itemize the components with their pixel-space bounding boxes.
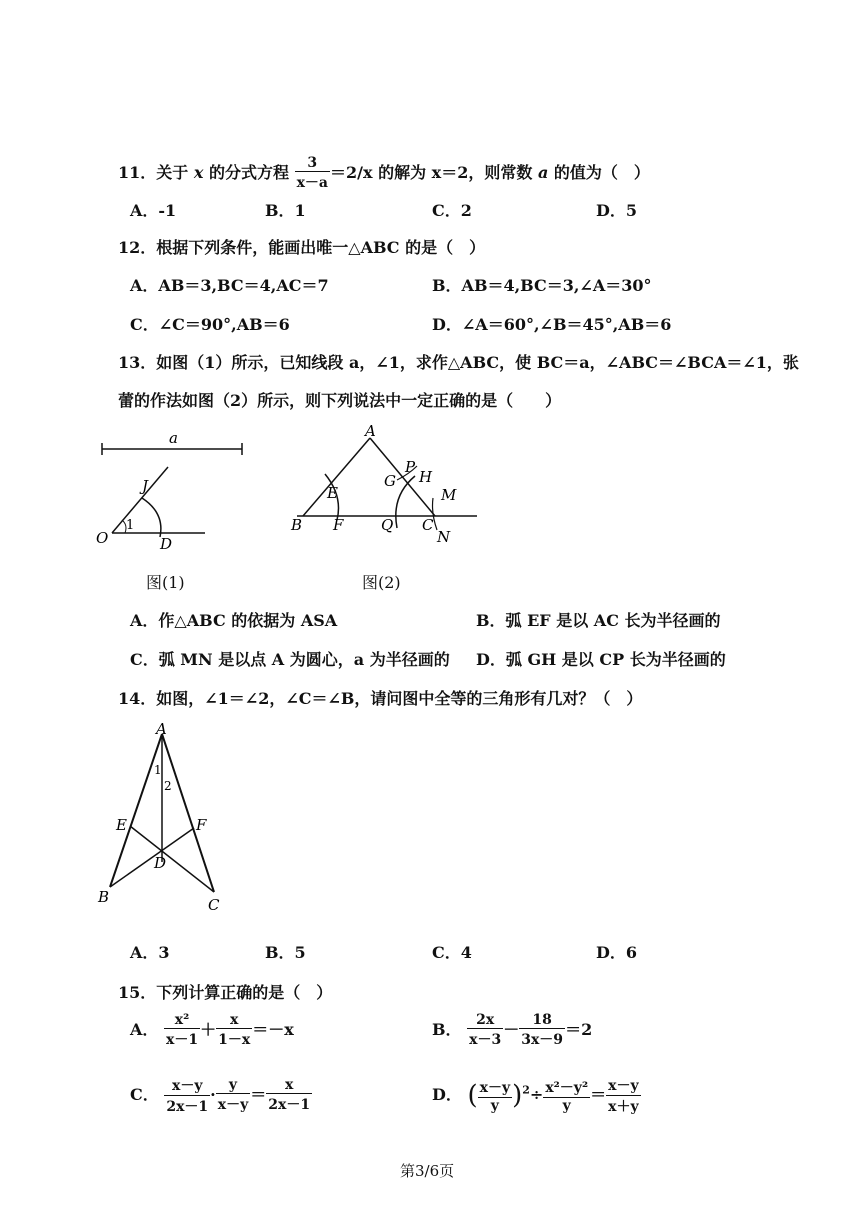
fig2-label-a: A: [365, 422, 376, 440]
q14-option-c: C．4: [432, 943, 472, 962]
fig2-label-c: C: [422, 516, 434, 534]
q14-option-a: A．3: [130, 943, 170, 962]
fig2-label-b: B: [291, 516, 303, 534]
q12-option-a: A．AB＝3,BC＝4,AC＝7: [130, 276, 329, 295]
q15-option-d: D． ( $\frac{x-y}{y}$ )$^2$÷ $\frac{\text{x²－y²}}{y}$ ＝ $\frac{x-y}{x+y}$: [432, 1078, 639, 1115]
q15-option-a: A． $\frac{\text{x²}}{x-1}$ ＋ $\frac{x}{1-x}$ ＝－x: [130, 1012, 294, 1048]
q13-option-d: D．弧 GH 是以 CP 长为半径画的: [476, 650, 726, 669]
q13-figure-2: [285, 418, 485, 548]
q11-option-c: C．2: [432, 201, 472, 220]
fig2-label-q: Q: [381, 516, 394, 534]
fig14-label-c: C: [208, 896, 220, 914]
fig2-label-e: E: [327, 484, 338, 502]
q11-option-b: B．1: [265, 201, 306, 220]
q14-stem: 14．如图，∠1＝∠2，∠C＝∠B，请问图中全等的三角形有几对？（ ）: [118, 689, 643, 708]
q11-option-a: A．-1: [130, 201, 177, 220]
fig2-label-g: G: [384, 472, 396, 490]
q13-option-b: B．弧 EF 是以 AC 长为半径画的: [476, 611, 721, 630]
fig14-label-e: E: [116, 816, 127, 834]
q12-stem: 12．根据下列条件，能画出唯一△ABC 的是（ ）: [118, 238, 486, 257]
q13-stem-line2: 蕾的作法如图（2）所示，则下列说法中一定正确的是（ ）: [118, 391, 562, 410]
fig2-label-n: N: [437, 528, 451, 546]
q12-option-d: D．∠A＝60°,∠B＝45°,AB＝6: [432, 315, 672, 334]
q14-option-b: B．5: [265, 943, 306, 962]
fig1-label-d: D: [160, 535, 173, 553]
q14-option-d: D．6: [596, 943, 638, 962]
q14-figure: [92, 722, 232, 917]
q15-option-b: B． $\frac{2x}{x-3}$ － $\frac{18}{3x-9}$ ＝2: [432, 1012, 593, 1048]
fig1-label-o: O: [96, 529, 109, 547]
fig1-label-1: 1: [126, 518, 135, 533]
q12-option-c: C．∠C＝90°,AB＝6: [130, 315, 290, 334]
fig14-label-a: A: [156, 722, 167, 738]
q13-figure-1: [90, 425, 250, 555]
q13-fig1-caption: 图(1): [146, 573, 185, 592]
fig2-label-p: P: [405, 458, 416, 476]
q13-option-c: C．弧 MN 是以点 A 为圆心，a 为半径画的: [130, 650, 450, 669]
fig14-label-d: D: [154, 854, 167, 872]
page-number: 第3/6页: [400, 1162, 455, 1180]
q11-stem: 11．关于 x 的分式方程 $\frac{3}{x-a}$ ＝2/x 的解为 x＝2，则常数 a 的值为（ ）: [118, 155, 650, 191]
q13-option-a: A．作△ABC 的依据为 ASA: [130, 611, 338, 630]
q12-option-b: B．AB＝4,BC＝3,∠A＝30°: [432, 276, 652, 295]
q11-fraction: $\frac{3}{x-a}$: [296, 155, 328, 191]
fig1-label-a: a: [169, 429, 178, 447]
fig2-label-h: H: [419, 468, 433, 486]
fig14-label-f: F: [196, 816, 207, 834]
q15-option-c: C． $\frac{x-y}{2x-1}$ · $\frac{y}{x-y}$ ＝ $\frac{x}{2x-1}$: [130, 1077, 311, 1115]
q13-stem-line1: 13．如图（1）所示，已知线段 a，∠1，求作△ABC，使 BC＝a，∠ABC＝∠BCA＝∠1，张: [118, 353, 799, 372]
fig2-label-m: M: [441, 486, 457, 504]
fig14-label-b: B: [98, 888, 110, 906]
fig14-label-1: 1: [154, 763, 162, 777]
fig14-label-2: 2: [164, 779, 172, 793]
q15-stem: 15．下列计算正确的是（ ）: [118, 983, 333, 1002]
q13-fig2-caption: 图(2): [362, 573, 401, 592]
q11-option-d: D．5: [596, 201, 638, 220]
fig1-label-j: J: [142, 477, 149, 495]
fig2-label-f: F: [333, 516, 344, 534]
